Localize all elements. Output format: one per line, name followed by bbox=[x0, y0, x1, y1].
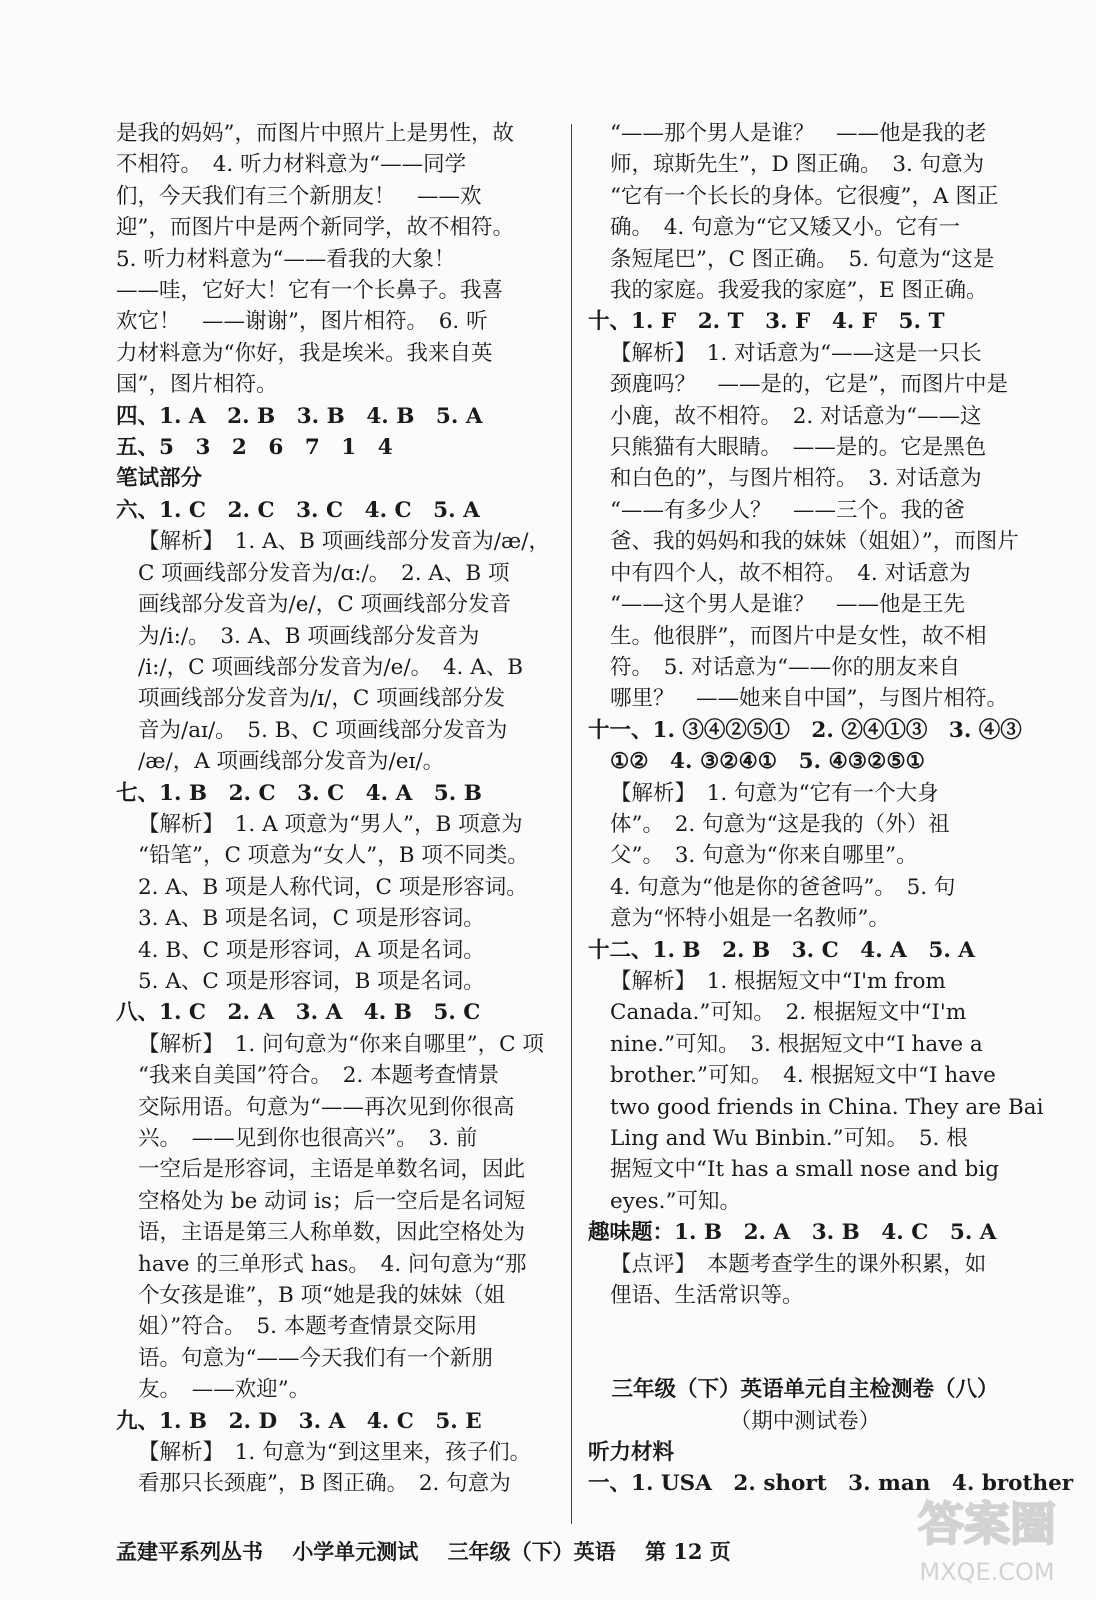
text-line: 交际用语。句意为“——再次见到你很高 bbox=[138, 1094, 515, 1120]
text-line: 符。 5. 对话意为“——你的朋友来自 bbox=[610, 654, 961, 680]
text-line: ——哇，它好大！它有一个长鼻子。我喜 bbox=[116, 278, 504, 304]
text-line: 欢它！ ——谢谢”，图片相符。 6. 听 bbox=[116, 309, 488, 335]
text-line: /æ/，A 项画线部分发音为/eɪ/。 bbox=[138, 749, 445, 775]
analysis-line: 【解析】 1. 句意为“到这里来，孩子们。 bbox=[138, 1440, 532, 1466]
text-line: 一空后是形容词，主语是单数名词，因此 bbox=[138, 1157, 526, 1183]
blank-line bbox=[588, 1311, 1022, 1342]
text-line: “我来自美国”符合。 2. 本题考查情景 bbox=[138, 1063, 500, 1089]
text-line: /i:/，C 项画线部分发音为/e/。 4. A、B bbox=[138, 654, 524, 680]
text-line: 体”。 2. 句意为“这是我的（外）祖 bbox=[610, 811, 950, 837]
answer-row-10: 十、1. F 2. T 3. F 4. F 5. T bbox=[588, 309, 945, 335]
text-line: 友。 ——欢迎”。 bbox=[138, 1377, 311, 1403]
text-line: 意为“怀特小姐是一名教师”。 bbox=[610, 906, 890, 932]
answer-row-5: 五、5 3 2 6 7 1 4 bbox=[116, 435, 393, 461]
text-line: have 的三单形式 has。 4. 问句意为“那 bbox=[138, 1251, 527, 1277]
answer-row-11-cont: ①② 4. ③②④① 5. ④③②⑤① bbox=[610, 749, 925, 775]
text-line: 姐）”符合。 5. 本题考查情景交际用 bbox=[138, 1314, 478, 1340]
text-line: 只熊猫有大眼睛。 ——是的。它是黑色 bbox=[610, 435, 987, 461]
text-line: 4. 句意为“他是你的爸爸吗”。 5. 句 bbox=[610, 874, 956, 900]
watermark-icon bbox=[892, 1482, 1082, 1592]
answer-row-12: 十二、1. B 2. B 3. C 4. A 5. A bbox=[588, 937, 975, 963]
text-line: brother.”可知。 4. 根据短文中“I have bbox=[610, 1063, 996, 1089]
text-line: 国”，图片相符。 bbox=[116, 372, 278, 398]
text-line: 不相符。 4. 听力材料意为“——同学 bbox=[116, 152, 467, 178]
test-title: 三年级（下）英语单元自主检测卷（八） bbox=[611, 1377, 999, 1403]
text-line: 2. A、B 项是人称代词，C 项是形容词。 bbox=[138, 874, 528, 900]
watermark-logo bbox=[892, 1482, 1082, 1592]
text-line: 3. A、B 项是名词，C 项是形容词。 bbox=[138, 906, 485, 932]
text-line: 哪里？ ——她来自中国”，与图片相符。 bbox=[610, 686, 1008, 712]
watermark-text: 答案圈 bbox=[918, 1497, 1056, 1551]
footer-series: 孟建平系列丛书 bbox=[116, 1539, 263, 1564]
footer-page: 第 12 页 bbox=[644, 1539, 731, 1564]
left-column bbox=[116, 118, 556, 1500]
text-line: two good friends in China. They are Bai bbox=[610, 1094, 1044, 1120]
footer-grade: 三年级（下）英语 bbox=[447, 1539, 616, 1564]
text-line: 条短尾巴”，C 图正确。 5. 句意为“这是 bbox=[610, 246, 995, 272]
text-line: 看那只长颈鹿”，B 图正确。 2. 句意为 bbox=[138, 1471, 511, 1497]
text-line: “它有一个长长的身体。它很瘦”，A 图正 bbox=[610, 183, 999, 209]
text-line: 兴。 ——见到你也很高兴”。 3. 前 bbox=[138, 1126, 478, 1151]
answer-row-4: 四、1. A 2. B 3. B 4. B 5. A bbox=[116, 403, 483, 429]
text-line: “——有多少人？ ——三个。我的爸 bbox=[610, 497, 965, 523]
text-line: C 项画线部分发音为/ɑ:/。 2. A、B 项 bbox=[138, 560, 510, 586]
text-line: 确。 4. 句意为“它又矮又小。它有一 bbox=[610, 215, 961, 241]
text-line: 我的家庭。我爱我的家庭”，E 图正确。 bbox=[610, 278, 988, 304]
text-line: 语，主语是第三人称单数，因此空格处为 bbox=[138, 1220, 526, 1246]
text-line: 空格处为 be 动词 is；后一空后是名词短 bbox=[138, 1188, 526, 1214]
answer-row-11: 十一、1. ③④②⑤① 2. ②④①③ 3. ④③ bbox=[588, 717, 1022, 743]
answer-row-7: 七、1. B 2. C 3. C 4. A 5. B bbox=[116, 780, 482, 806]
text-line: 中有四个人，故不相符。 4. 对话意为 bbox=[610, 560, 971, 586]
watermark-url: MXQE.COM bbox=[919, 1558, 1055, 1586]
text-line: 是我的妈妈”，而图片中照片上是男性，故 bbox=[116, 121, 514, 146]
text-line: 力材料意为“你好，我是埃米。我来自英 bbox=[116, 340, 493, 366]
text-line: 小鹿，故不相符。 2. 对话意为“——这 bbox=[610, 403, 982, 429]
column-divider bbox=[571, 124, 572, 1524]
answer-row-6: 六、1. C 2. C 3. C 4. C 5. A bbox=[116, 497, 480, 523]
right-column bbox=[588, 118, 1074, 1500]
text-line: 师，琼斯先生”，D 图正确。 3. 句意为 bbox=[610, 152, 985, 178]
analysis-line: 【解析】 1. 根据短文中“I'm from bbox=[610, 968, 946, 994]
text-line: 语。句意为“——今天我们有一个新朋 bbox=[138, 1345, 493, 1371]
comment-line: 【点评】 本题考查学生的课外积累，如 bbox=[610, 1251, 987, 1277]
answer-row-fun: 趣味题：1. B 2. A 3. B 4. C 5. A bbox=[588, 1220, 997, 1246]
text-line: 音为/aɪ/。 5. B、C 项画线部分发音为 bbox=[138, 717, 508, 743]
answer-row-1: 一、1. USA 2. short 3. man 4. brother bbox=[588, 1471, 1074, 1497]
text-line: eyes.”可知。 bbox=[610, 1188, 741, 1214]
page-footer bbox=[116, 1536, 980, 1566]
text-line: 爸、我的妈妈和我的妹妹（姐姐）”，而图片 bbox=[610, 529, 1019, 555]
text-line: “铅笔”，C 项意为“女人”，B 项不同类。 bbox=[138, 843, 529, 869]
text-line: 项画线部分发音为/ɪ/，C 项画线部分发 bbox=[138, 686, 506, 712]
text-line: 5. A、C 项是形容词，B 项是名词。 bbox=[138, 968, 485, 994]
analysis-line: 【解析】 1. 问句意为“你来自哪里”，C 项 bbox=[138, 1031, 544, 1057]
blank-line bbox=[588, 1343, 1022, 1374]
answer-row-8: 八、1. C 2. A 3. A 4. B 5. C bbox=[116, 1000, 481, 1026]
text-line: “——这个男人是谁？ ——他是王先 bbox=[610, 592, 965, 618]
test-subtitle: （期中测试卷） bbox=[729, 1408, 881, 1434]
text-line: “——那个男人是谁？ ——他是我的老 bbox=[610, 121, 987, 146]
answer-row-9: 九、1. B 2. D 3. A 4. C 5. E bbox=[116, 1408, 482, 1434]
text-line: Ling and Wu Binbin.”可知。 5. 根 bbox=[610, 1126, 968, 1151]
text-line: 个女孩是谁”，B 项“她是我的妹妹（姐 bbox=[138, 1283, 506, 1309]
text-line: nine.”可知。 3. 根据短文中“I have a bbox=[610, 1031, 983, 1057]
text-line: 迎”，而图片中是两个新同学，故不相符。 bbox=[116, 215, 514, 241]
analysis-line: 【解析】 1. 句意为“它有一个大身 bbox=[610, 780, 939, 806]
section-heading-written: 笔试部分 bbox=[116, 466, 203, 492]
text-line: 颈鹿吗？ ——是的，它是”，而图片中是 bbox=[610, 372, 1008, 398]
analysis-line: 【解析】 1. A、B 项画线部分发音为/æ/， bbox=[138, 529, 550, 555]
text-line: Canada.”可知。 2. 根据短文中“I'm bbox=[610, 1000, 967, 1026]
text-line: 据短文中“It has a small nose and big bbox=[610, 1157, 1000, 1183]
text-line: 生。他很胖”，而图片中是女性，故不相 bbox=[610, 623, 987, 649]
analysis-line: 【解析】 1. 对话意为“——这是一只长 bbox=[610, 340, 982, 366]
text-line: 俚语、生活常识等。 bbox=[610, 1283, 804, 1309]
text-line: 和白色的”，与图片相符。 3. 对话意为 bbox=[610, 466, 982, 492]
text-line: 4. B、C 项是形容词，A 项是名词。 bbox=[138, 937, 485, 963]
text-line: 为/i:/。 3. A、B 项画线部分发音为 bbox=[138, 623, 480, 649]
text-line: 们，今天我们有三个新朋友！ ——欢 bbox=[116, 183, 482, 209]
section-heading-listening: 听力材料 bbox=[588, 1440, 675, 1466]
footer-book: 小学单元测试 bbox=[292, 1539, 419, 1564]
analysis-line: 【解析】 1. A 项意为“男人”，B 项意为 bbox=[138, 811, 523, 837]
text-line: 画线部分发音为/e/，C 项画线部分发音 bbox=[138, 592, 511, 618]
text-line: 父”。 3. 句意为“你来自哪里”。 bbox=[610, 843, 918, 869]
text-line: 5. 听力材料意为“——看我的大象！ bbox=[116, 246, 456, 272]
